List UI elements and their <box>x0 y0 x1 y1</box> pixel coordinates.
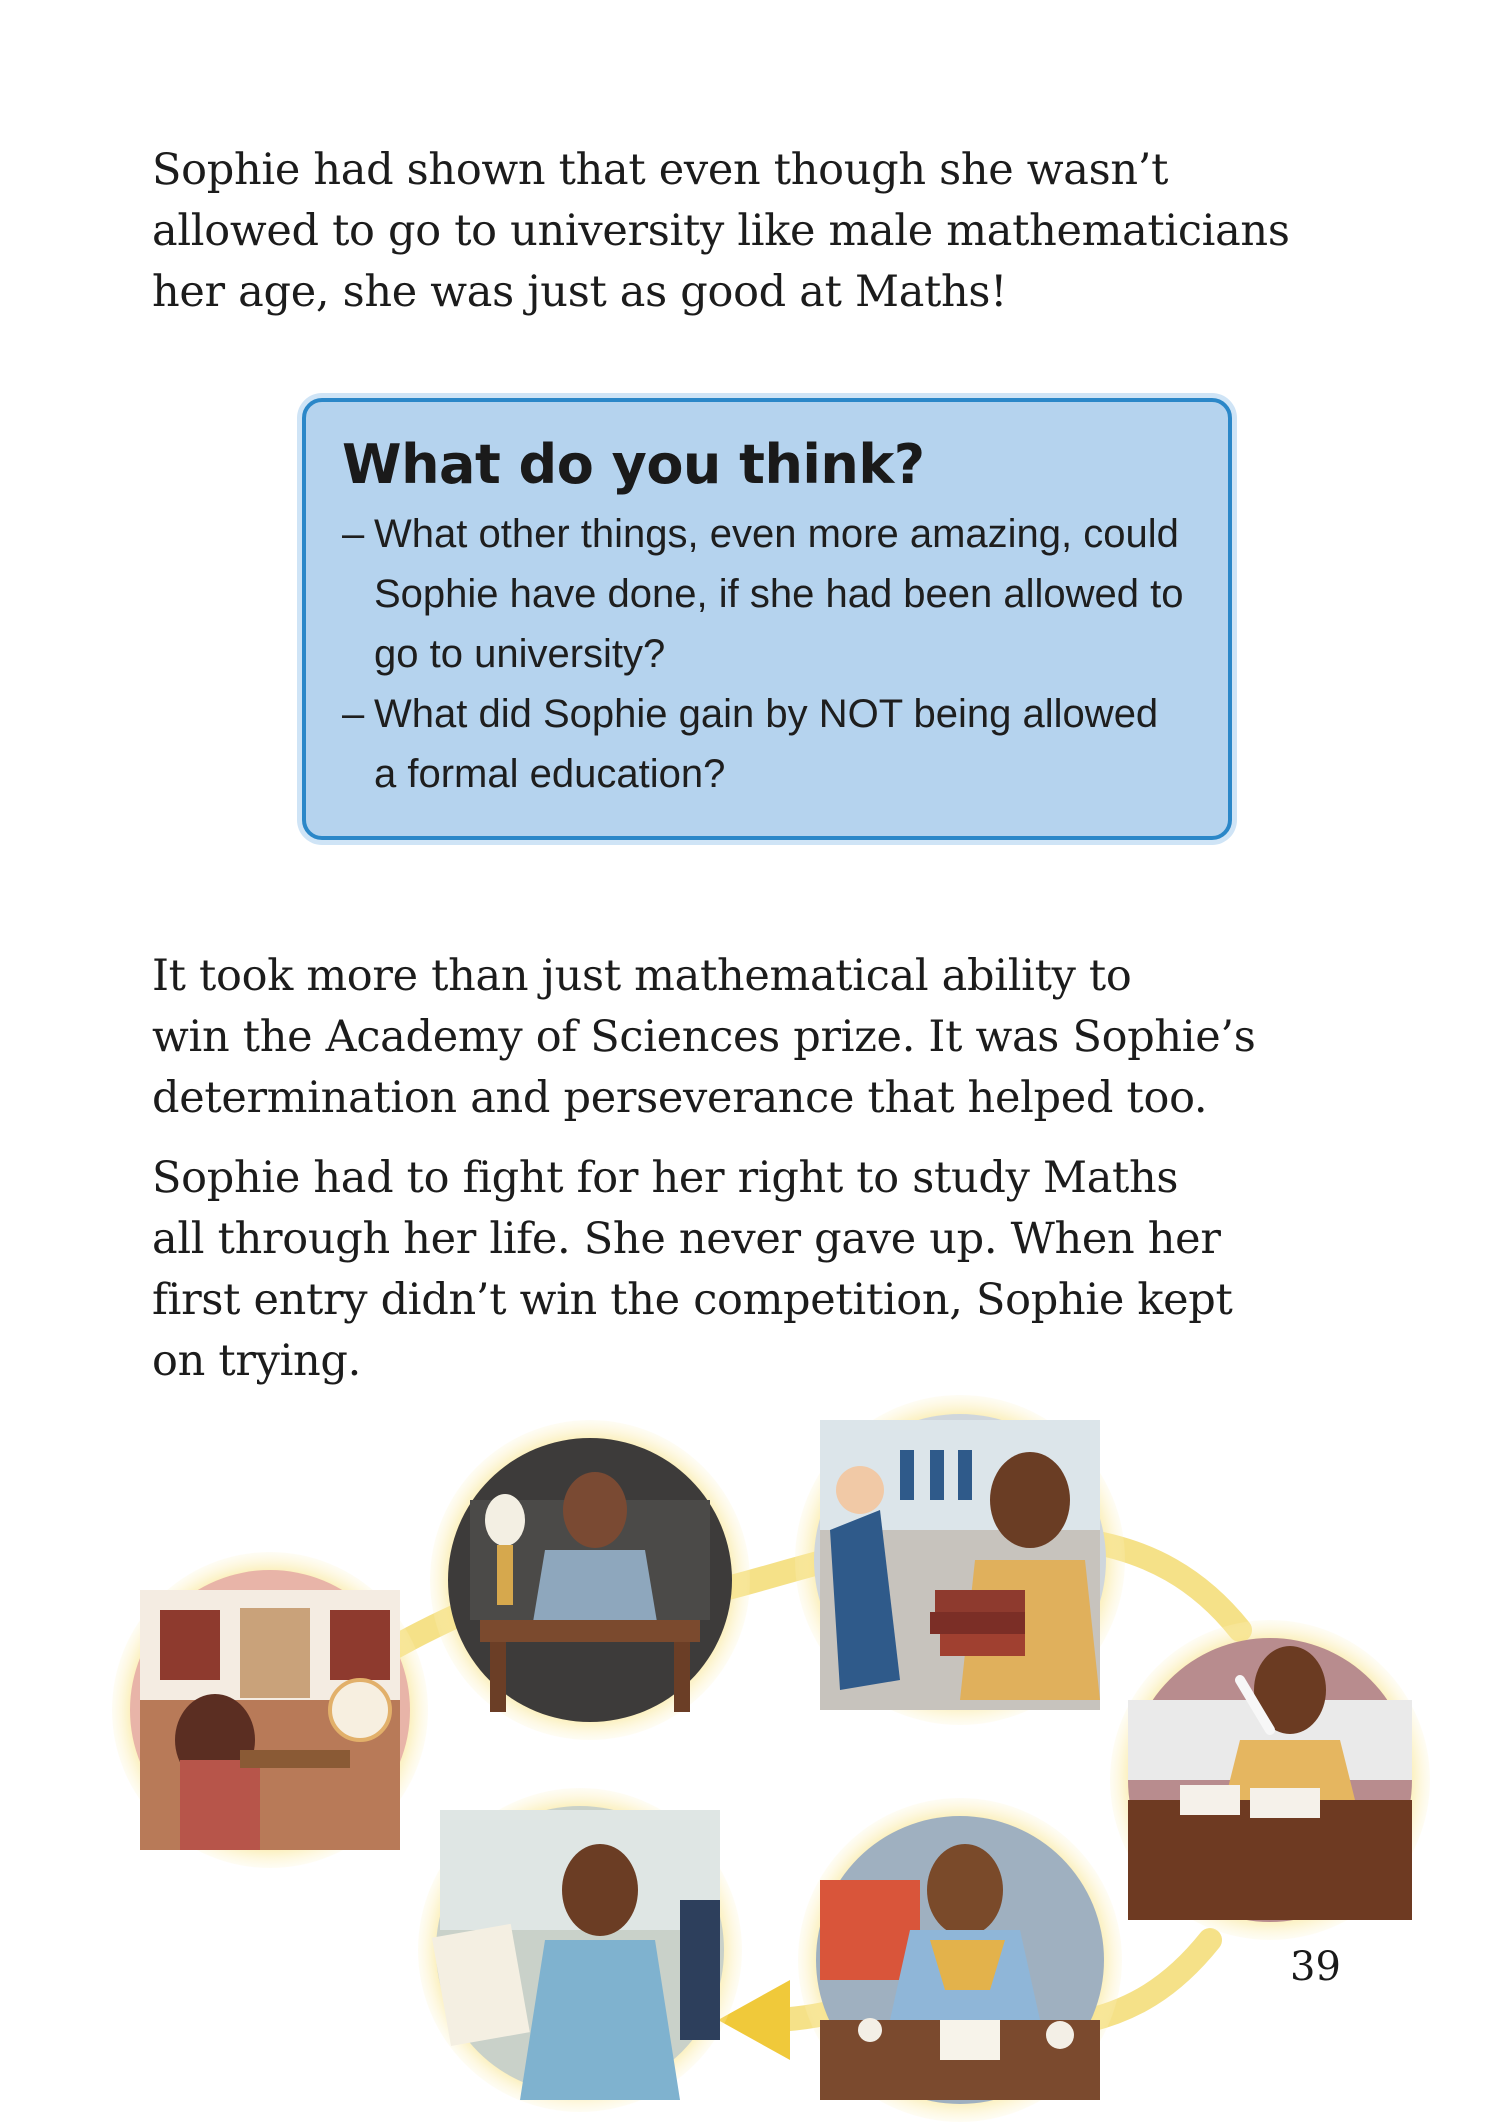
text-line: It took more than just mathematical ability to <box>152 951 1132 1001</box>
scene-night-study-vignette <box>430 1420 750 1740</box>
text-line: on trying. <box>152 1336 362 1386</box>
scene-prize-vignette <box>418 1788 742 2112</box>
text-line: allowed to go to university like male mathematicians <box>152 206 1290 256</box>
scene-soldiers-vignette <box>795 1395 1125 1725</box>
scene-quill-writing-vignette <box>1110 1620 1430 1940</box>
paragraph-perseverance <box>152 1148 1392 1392</box>
question-line: What other things, even more amazing, could <box>374 512 1179 556</box>
paragraph-academy-prize <box>152 946 1392 1129</box>
dash-bullet: – <box>342 512 365 556</box>
text-line: all through her life. She never gave up. When her <box>152 1214 1221 1264</box>
paragraph-intro <box>152 140 1392 323</box>
text-line: Sophie had shown that even though she wasn’t <box>152 145 1169 195</box>
question-line: What did Sophie gain by NOT being allowed <box>374 692 1159 736</box>
scene-frustration-vignette <box>798 1798 1122 2122</box>
text-line: Sophie had to fight for her right to study Maths <box>152 1153 1179 1203</box>
box-title: What do you think? <box>342 433 925 496</box>
question-line: go to university? <box>374 632 666 676</box>
life-timeline-illustration <box>0 1380 1500 2128</box>
text-line: determination and perseverance that helped too. <box>152 1073 1208 1123</box>
question-item <box>342 504 1194 684</box>
scene-library-vignette <box>112 1552 428 1868</box>
question-line: Sophie have done, if she had been allowed to <box>374 572 1184 616</box>
page-number: 39 <box>1290 1944 1341 1990</box>
what-do-you-think-box <box>302 398 1232 840</box>
text-line: win the Academy of Sciences prize. It was Sophie’s <box>152 1012 1256 1062</box>
text-line: first entry didn’t win the competition, Sophie kept <box>152 1275 1233 1325</box>
text-line: her age, she was just as good at Maths! <box>152 267 1008 317</box>
dash-bullet: – <box>342 692 365 736</box>
question-item <box>342 684 1194 804</box>
question-line: a formal education? <box>374 752 726 796</box>
